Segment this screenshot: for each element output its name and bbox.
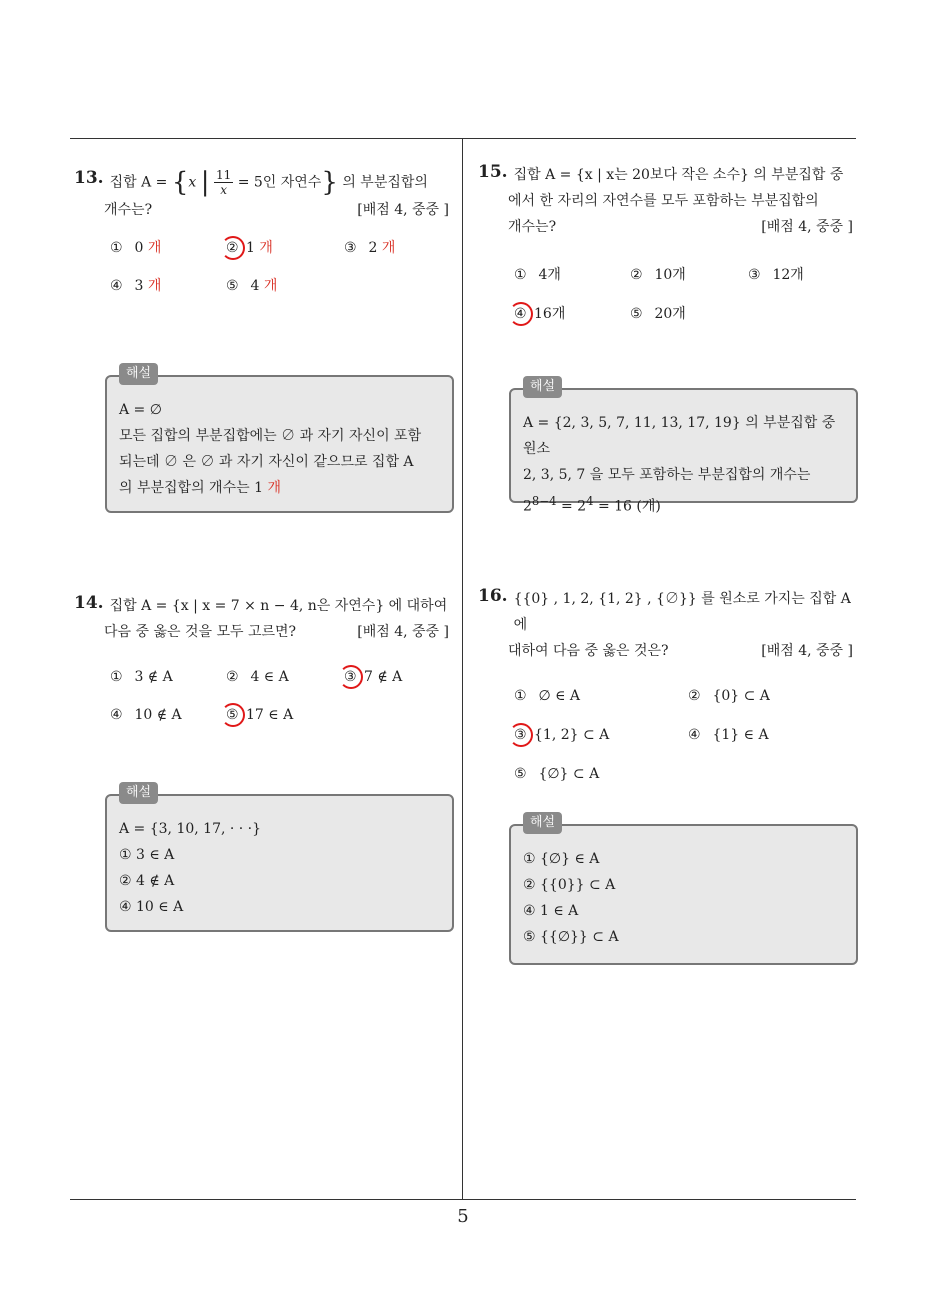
choice-4[interactable]: ④ 3 개	[110, 278, 162, 294]
page-number: 5	[457, 1206, 469, 1227]
choice-5[interactable]: ⑤ 4 개	[226, 278, 278, 294]
answer-mark-icon	[509, 302, 533, 326]
choice-4[interactable]: ④ 16개	[514, 303, 565, 323]
choices	[74, 659, 459, 749]
answer-mark-icon	[509, 723, 533, 747]
score-label: [배점 4, 중중 ]	[357, 624, 449, 640]
explanation-tag: 해설	[119, 782, 158, 804]
question-number: 13.	[74, 168, 104, 188]
choice-3[interactable]: ③ {1, 2} ⊂ A	[514, 727, 609, 743]
score-label: [배점 4, 중중 ]	[761, 219, 853, 235]
question-number: 16.	[478, 586, 508, 606]
choice-5[interactable]: ⑤ 20개	[630, 306, 686, 322]
explanation-tag: 해설	[523, 376, 562, 398]
bottom-rule	[70, 1199, 856, 1200]
question-text: {{0} , 1, 2, {1, 2} , {∅}} 를 원소로 가지는 집합 A 에	[513, 591, 851, 633]
choice-2[interactable]: ② 4 ∈ A	[226, 669, 289, 685]
choice-1[interactable]: ① 3 ∉ A	[110, 669, 173, 685]
question-text-line2: 다음 중 옳은 것을 모두 고르면? [배점 4, 중중 ]	[104, 619, 449, 645]
choice-1[interactable]: ① ∅ ∈ A	[514, 688, 581, 704]
explanation-tag: 해설	[119, 363, 158, 385]
answer-mark-icon	[339, 665, 363, 689]
choice-2[interactable]: ② 1 개	[226, 237, 273, 257]
question-text-line2: 에서 한 자리의 자연수를 모두 포함하는 부분집합의	[508, 193, 819, 209]
choice-3[interactable]: ③ 7 ∉ A	[344, 669, 402, 685]
choice-5[interactable]: ⑤ {∅} ⊂ A	[514, 766, 600, 782]
choice-3[interactable]: ③ 12개	[748, 267, 804, 283]
choice-3[interactable]: ③ 2 개	[344, 240, 396, 256]
choice-4[interactable]: ④ {1} ∈ A	[688, 727, 769, 743]
question-number: 15.	[478, 162, 508, 182]
choices	[478, 254, 863, 344]
explanation-box-15: 해설 A = {2, 3, 5, 7, 11, 13, 17, 19} 의 부분집합 중 원소 2, 3, 5, 7 을 모두 포함하는 부분집합의 개수는 $2^{8-4} = 2^4 = 16$ (개)	[509, 388, 858, 503]
choice-1[interactable]: ① 4개	[514, 267, 561, 283]
score-label: [배점 4, 중중 ]	[357, 202, 449, 218]
question-13	[74, 168, 459, 327]
fraction: $\frac{11}{x}$	[215, 168, 232, 197]
question-text: 집합 A = {x | x는 20보다 작은 소수} 의 부분집합 중	[513, 167, 844, 183]
choice-1[interactable]: ① 0 개	[110, 240, 162, 256]
explanation-formula: $2^{8-4} = 2^4 = 16$ (개)	[523, 494, 661, 515]
choices	[74, 237, 459, 327]
question-15	[478, 162, 863, 344]
explanation-box-14: 해설 A = {3, 10, 17, · · ·} ① 3 ∈ A ② 4 ∉ A ④ 10 ∈ A	[105, 794, 454, 932]
choice-4[interactable]: ④ 10 ∉ A	[110, 707, 182, 723]
question-text: 집합 A = {x | x = 7 × n − 4, n은 자연수} 에 대하여	[109, 598, 448, 614]
score-label: [배점 4, 중중 ]	[761, 643, 853, 659]
explanation-box-13: 해설 A = ∅ 모든 집합의 부분집합에는 ∅ 과 자기 자신이 포함 되는데 ∅ 은 ∅ 과 자기 자신이 같으므로 집합 A 의 부분집합의 개수는 1 개	[105, 375, 454, 513]
choices	[478, 678, 863, 808]
question-16	[478, 586, 863, 808]
top-rule	[70, 138, 856, 139]
explanation-tag: 해설	[523, 812, 562, 834]
explanation-box-16: 해설 ① {∅} ∈ A ② {{0}} ⊂ A ④ 1 ∈ A ⑤ {{∅}} ⊂ A	[509, 824, 858, 965]
choice-5[interactable]: ⑤ 17 ∈ A	[226, 707, 293, 723]
question-text-line3: 개수는? [배점 4, 중중 ]	[508, 214, 853, 240]
question-text: 집합 A = {x | $\frac{11}{x}$ = 5인 자연수} 의 부분집합의	[109, 167, 428, 198]
choice-2[interactable]: ② 10개	[630, 267, 686, 283]
question-14	[74, 593, 459, 749]
answer-mark-icon	[221, 703, 245, 727]
question-number: 14.	[74, 593, 104, 613]
answer-mark-icon	[221, 236, 245, 260]
question-text-line2: 대하여 다음 중 옳은 것은? [배점 4, 중중 ]	[508, 638, 853, 664]
choice-2[interactable]: ② {0} ⊂ A	[688, 688, 770, 704]
question-text-line2: 개수는? [배점 4, 중중 ]	[104, 197, 449, 223]
column-divider	[462, 138, 463, 1200]
